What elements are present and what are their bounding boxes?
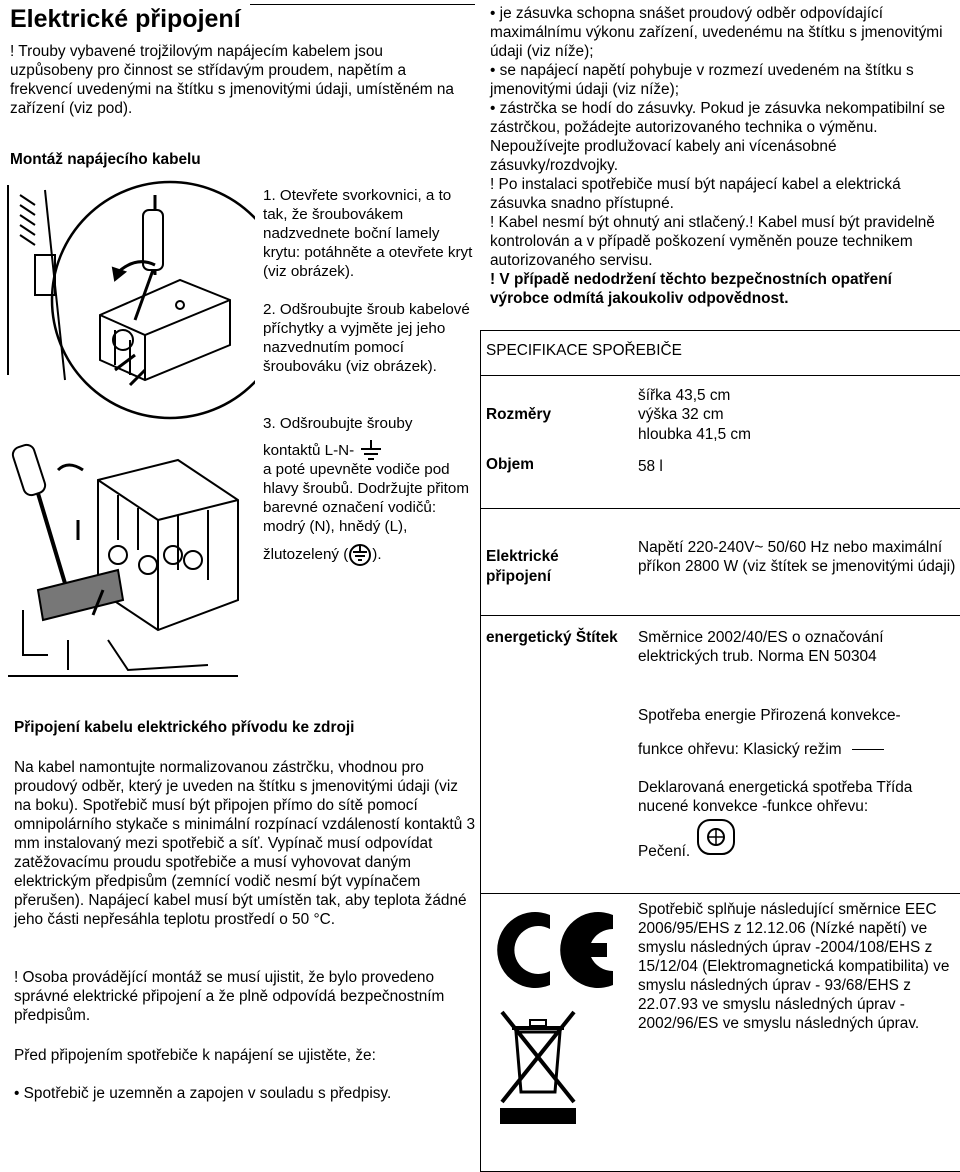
ground-symbol-icon (358, 440, 384, 462)
section-heading-pripojeni: Připojení kabelu elektrického přívodu ke zdroji (14, 719, 355, 736)
terminal-block-screwdriver-illustration (8, 440, 248, 680)
note-cable-check: ! Kabel nesmí být ohnutý ani stlačený.! Kabel musí být pravidelně kontrolován a v případě poškození vyměněn pouze technikem autorizovaného servisu. (490, 214, 935, 269)
spec-smernice: Směrnice 2002/40/ES o označování elektrických trub. Norma EN 50304 (638, 629, 884, 665)
spec-value-elektricke: Napětí 220-240V~ 50/60 Hz nebo maximální příkon 2800 W (viz štítek se jmenovitými údaji) (638, 539, 956, 575)
note-liability: ! V případě nedodržení těchto bezpečnostních opatření výrobce odmítá jakoukoliv odpovědnost. (490, 271, 892, 307)
bullet-socket-load: • je zásuvka schopna snášet proudový odběr odpovídající maximálnímu výkonu zařízení, uvedenému na štítku s jmenovitými údaji (viz níže); (490, 5, 943, 60)
step-3-end-text: ). (372, 546, 382, 564)
ground-symbol-icon (348, 544, 372, 566)
bullet-voltage-range: • se napájecí napětí pohybuje v rozmezí uvedeném na štítku s jmenovitými údaji (viz níže); (490, 62, 914, 98)
spec-label-pripojeni: připojení (486, 568, 551, 585)
spec-peceni-text: Pečení. (638, 843, 691, 860)
before-connect-text: Před připojením spotřebiče k napájení se ujistěte, že: (14, 1047, 376, 1064)
oven-function-icon (694, 816, 738, 858)
step-2-text: 2. Odšroubujte šroub kabelové příchytky a vyjměte jej jeho nazvednutím pomocí šroubováku (viz obrázek). (263, 301, 470, 375)
spec-label-elektricke: Elektrické (486, 548, 559, 565)
spec-deklarovana: Deklarovaná energetická spotřeba Třída nucené konvekce -funkce ohřevu: (638, 779, 913, 815)
table-border (480, 330, 960, 331)
step-3-yellowgreen-text: žlutozelený ( (263, 546, 349, 564)
note-accessible: ! Po instalaci spotřebiče musí být napájecí kabel a elektrická zásuvka snadno přístupné. (490, 176, 901, 212)
bullet-plug-fit: • zástrčka se hodí do zásuvky. Pokud je zásuvka nekompatibilní se zástrčkou, požádejte autorizovaného technika o výměnu. Nepoužívejte prodlužovací kabely ani vícenásobné zásuvky/rozdvojky. (490, 100, 946, 174)
table-border (480, 893, 960, 894)
bullet-grounded: • Spotřebič je uzemněn a zapojen v souladu s předpisy. (14, 1085, 392, 1102)
blank-value-line (852, 749, 884, 750)
pripojeni-text: Na kabel namontujte normalizovanou zástrčku, vhodnou pro proudový odběr, který je uveden na štítku s jmenovitými údaji (viz na boku). Spotřebič musí být připojen přímo do sítě pomocí omnipolárního stykače s minimální rozpínací vzdáleností kontaktů 3 mm instalovaný mezi spotřebič a síť. Vypínač musí odpovídat zatěžovacímu proudu spotřebiče a musí vyhovovat daným elektrickým předpisům (zemnící vodič nesmí být vypínačem přerušen). Napájecí kabel musí být umístěn tak, aby teplota žádné jeho části nepřesáhla teplotu prostředí o 50 °C. (14, 759, 476, 928)
divider (250, 4, 475, 5)
step-3-line2 (263, 440, 475, 462)
spec-value-width: šířka 43,5 cm (638, 387, 731, 404)
crossed-bin-icon (500, 1010, 576, 1125)
terminal-box-screwdriver-illustration (5, 180, 255, 420)
table-border (480, 330, 481, 1172)
spec-value-objem: 58 l (638, 458, 663, 475)
table-border (480, 615, 960, 616)
spec-peceni-row (638, 812, 956, 864)
right-column-requirements (490, 4, 955, 308)
step-3-text: a poté upevněte vodiče pod hlavy šroubů. Dodržujte přitom barevné označení vodičů: modrý (N), hnědý (L), (263, 461, 469, 535)
spec-splnuje: Spotřebič splňuje následující směrnice EEC 2006/95/EHS z 12.12.06 (Nízké napětí) ve smyslu následných úprav -2004/108/EHS z 15/12/04 (Elektromagnetická kompatibilita) ve smyslu následných úprav - 93/68/EHS z 22.07.93 ve smyslu následných úprav - 2002/96/ES ve smyslu následných úprav. (638, 901, 950, 1032)
intro-text: ! Trouby vybavené trojžilovým napájecím kabelem jsou uzpůsobeny pro činnost se střídavým proudem, napětím a frekvencí uvedenými na štítku s jmenovitými údaji, umístěném na zařízení (viz pod). (10, 43, 454, 117)
spec-spotreba-text: funkce ohřevu: Klasický režim (638, 741, 842, 758)
step-3-line-last (263, 544, 475, 566)
page-title: Elektrické připojení (10, 5, 241, 33)
step-3-line1: 3. Odšroubujte šrouby (263, 415, 413, 432)
section-heading-montaz: Montáž napájecího kabelu (10, 151, 201, 168)
ce-mark-icon (495, 905, 625, 995)
step-3-contacts-text: kontaktů L-N- (263, 442, 355, 460)
safety-note-text: ! Osoba provádějící montáž se musí ujistit, že bylo provedeno správné elektrické připojení a že plně odpovídá bezpečnostním předpisům. (14, 969, 445, 1024)
spec-heading: SPECIFIKACE SPOŘEBIČE (486, 342, 682, 359)
spec-spotreba-line1: Spotřeba energie Přirozená konvekce- (638, 707, 901, 724)
spec-label-rozmery: Rozměry (486, 406, 552, 423)
step-1-text: 1. Otevřete svorkovnici, a to tak, že šroubovákem nadzvednete boční lamely krytu: potáhněte a otevřete kryt (viz obrázek). (263, 187, 473, 280)
spec-label-energeticky: energetický Štítek (486, 629, 618, 646)
table-border (480, 508, 960, 509)
table-border (480, 375, 960, 376)
spec-label-objem: Objem (486, 456, 534, 473)
spec-value-depth: hloubka 41,5 cm (638, 426, 751, 443)
spec-value-height: výška 32 cm (638, 406, 724, 423)
spec-spotreba-line2 (638, 740, 956, 759)
